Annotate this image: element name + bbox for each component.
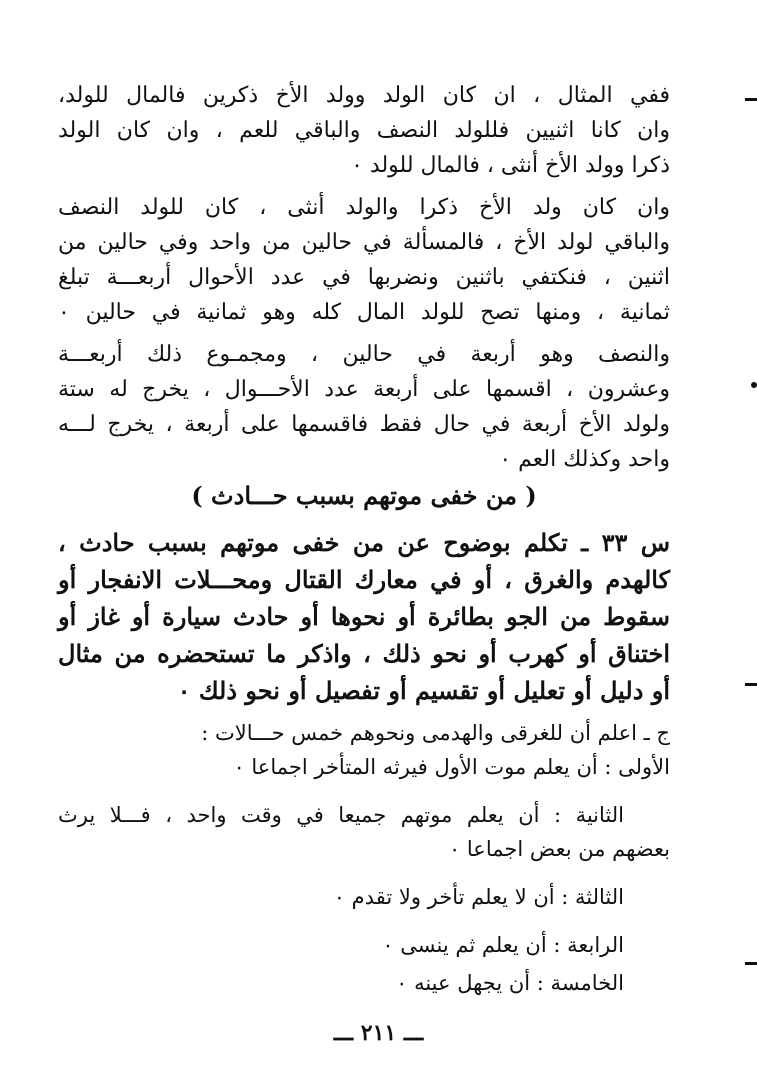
question-line: كالهدم والغرق ، أو في معارك القتال ومحـــلات الانفجار أو (58, 565, 670, 594)
question-block (58, 524, 670, 709)
text-line: وان كانا اثنيين فللولد النصف والباقي للعم ، وان كان الولد (58, 118, 670, 143)
text-line: اثنين ، فنكتفي باثنين ونضربها في عدد الأحوال أربعـــة تبلغ (58, 265, 670, 290)
answer-intro: ج ـ اعلم أن للغرقى والهدمى ونحوهم خمس حـــالات : (201, 721, 670, 745)
section-heading: ( من خفى موتهم بسبب حـــادث ) (191, 481, 537, 510)
text-line: ولولد الأخ أربعة في حال فقط فاقسمها على أربعة ، يخرج لـــه (58, 412, 670, 437)
text-line: ذكرا وولد الأخ أنثى ، فالمال للولد ٠ (351, 153, 670, 178)
answer-block (58, 716, 670, 1000)
text-line: والباقي لولد الأخ ، فالمسألة في حالين من واحد وفي حالين من (58, 230, 670, 255)
paragraph-3 (58, 337, 670, 477)
text-line: وان كان ولد الأخ ذكرا والولد أنثى ، كان للولد النصف (58, 195, 670, 220)
text-line: وعشرون ، اقسمها على أربعة عدد الأحـــوال ، يخرج له ستة (58, 377, 670, 402)
margin-mark (745, 962, 757, 965)
text-line: واحد وكذلك العم ٠ (499, 447, 670, 472)
paragraph-2 (58, 190, 670, 330)
answer-case-2: الثانية : أن يعلم موتهم جميعا في وقت واحد ، فـــلا يرث (58, 803, 624, 827)
question-line: أو دليل أو تعليل أو تقسيم أو تفصيل أو نحو ذلك ٠ (177, 676, 670, 705)
answer-case-4: الرابعة : أن يعلم ثم ينسى ٠ (382, 933, 624, 957)
text-line: ففي المثال ، ان كان الولد وولد الأخ ذكرين فالمال للولد، (58, 83, 670, 108)
question-line: س ٣٣ ـ تكلم بوضوح عن من خفى موتهم بسبب حادث ، (58, 528, 670, 557)
margin-mark (745, 98, 757, 101)
answer-case-1: الأولى : أن يعلم موت الأول فيرثه المتأخر اجماعا ٠ (233, 755, 670, 779)
answer-case-2-cont: بعضهم من بعض اجماعا ٠ (448, 837, 670, 861)
answer-case-5: الخامسة : أن يجهل عينه ٠ (396, 971, 624, 995)
answer-case-3: الثالثة : أن لا يعلم تأخر ولا تقدم ٠ (333, 885, 624, 909)
question-line: سقوط من الجو بطائرة أو نحوها أو حادث سيارة أو غاز أو (58, 602, 670, 631)
page-number: ـــ ٢١١ ـــ (333, 1020, 424, 1046)
paragraph-1 (58, 78, 670, 183)
question-line: اختناق أو كهرب أو نحو ذلك ، واذكر ما تستحضره من مثال (58, 639, 670, 668)
text-line: والنصف وهو أربعة في حالين ، ومجمـوع ذلك أربعـــة (58, 342, 670, 367)
text-line: ثمانية ، ومنها تصح للولد المال كله وهو ثمانية في حالين ٠ (58, 300, 670, 325)
margin-mark (751, 382, 757, 388)
margin-mark (745, 683, 757, 686)
